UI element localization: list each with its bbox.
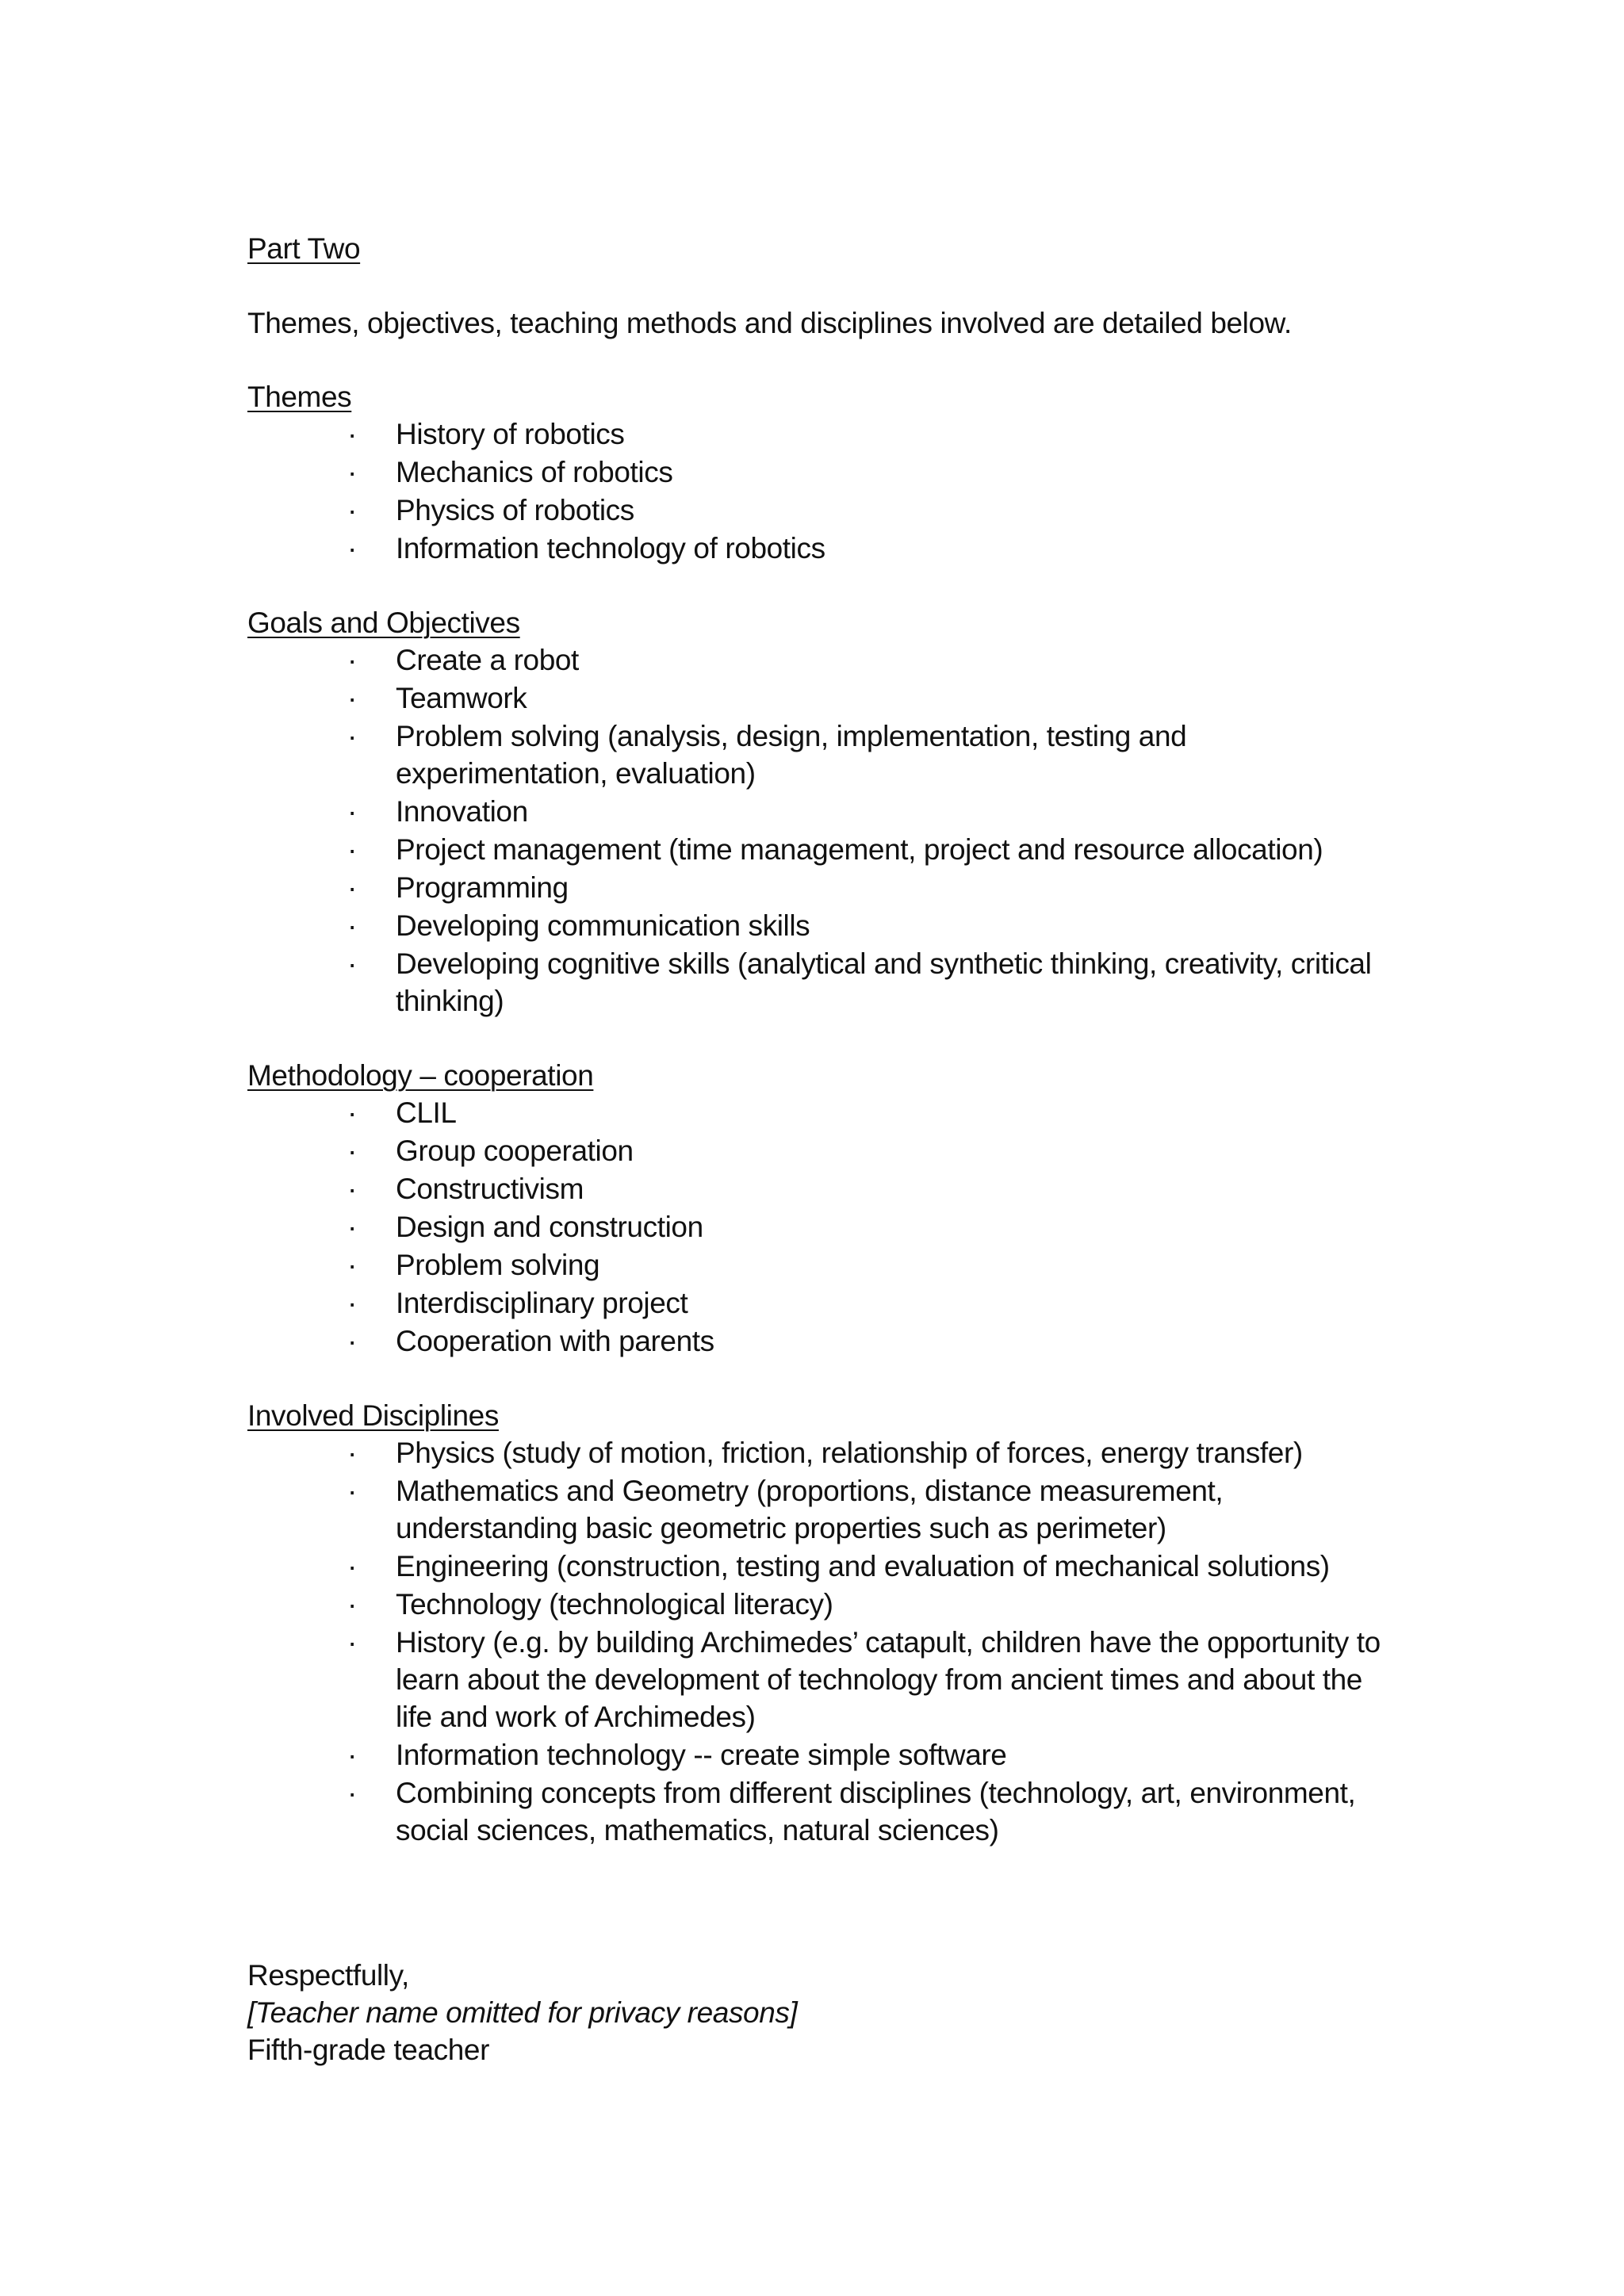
list-item bbox=[247, 453, 1391, 491]
list-item bbox=[247, 415, 1391, 453]
list-item-text: Technology (technological literacy) bbox=[396, 1588, 833, 1621]
list-item-text: Project management (time management, project and resource allocation) bbox=[396, 833, 1323, 866]
list-item-text: Cooperation with parents bbox=[396, 1325, 714, 1357]
list-item-text: Physics (study of motion, friction, relationship of forces, energy transfer) bbox=[396, 1437, 1303, 1469]
spacer bbox=[247, 1020, 1389, 1057]
spacer bbox=[247, 568, 1389, 604]
list-item bbox=[247, 1208, 1391, 1246]
list-item bbox=[247, 492, 1391, 529]
bullet-icon: · bbox=[347, 456, 357, 488]
bullet-icon: · bbox=[347, 682, 357, 714]
list-item-text: History (e.g. by building Archimedes’ catapult, children have the opportunity to learn about the development of technology from ancient times and about the life and work of Archimedes) bbox=[396, 1626, 1381, 1733]
bullet-list bbox=[247, 1094, 1389, 1360]
list-item bbox=[247, 679, 1391, 717]
bullet-list bbox=[247, 1434, 1389, 1849]
list-item bbox=[247, 530, 1391, 567]
section-heading: Themes bbox=[247, 381, 352, 413]
list-item-text: Developing communication skills bbox=[396, 909, 810, 942]
bullet-icon: · bbox=[347, 871, 357, 904]
list-item-text: Engineering (construction, testing and evaluation of mechanical solutions) bbox=[396, 1550, 1330, 1582]
list-item-text: Interdisciplinary project bbox=[396, 1287, 688, 1319]
bullet-icon: · bbox=[347, 1287, 357, 1319]
bullet-icon: · bbox=[347, 1325, 357, 1357]
list-item bbox=[247, 1246, 1391, 1284]
bullet-icon: · bbox=[347, 833, 357, 866]
bullet-icon: · bbox=[347, 1777, 357, 1809]
list-item bbox=[247, 1736, 1391, 1774]
list-item-text: Innovation bbox=[396, 795, 528, 828]
list-item-text: Mathematics and Geometry (proportions, distance measurement, understanding basic geometric properties such as perimeter) bbox=[396, 1475, 1224, 1544]
list-item bbox=[247, 718, 1391, 792]
closing-salutation: Respectfully, bbox=[247, 1959, 409, 1992]
list-item bbox=[247, 1774, 1391, 1849]
list-item bbox=[247, 1132, 1391, 1169]
bullet-icon: · bbox=[347, 1437, 357, 1469]
bullet-icon: · bbox=[347, 1739, 357, 1771]
closing-block bbox=[247, 1957, 1389, 2068]
list-item bbox=[247, 1284, 1391, 1322]
list-item-text: Group cooperation bbox=[396, 1135, 634, 1167]
list-item-text: Information technology -- create simple software bbox=[396, 1739, 1007, 1771]
bullet-list bbox=[247, 641, 1389, 1020]
bullet-icon: · bbox=[347, 532, 357, 564]
document-page bbox=[247, 230, 1389, 2068]
bullet-icon: · bbox=[347, 795, 357, 828]
list-item bbox=[247, 1322, 1391, 1360]
list-item-text: History of robotics bbox=[396, 418, 625, 450]
bullet-icon: · bbox=[347, 1096, 357, 1129]
list-item bbox=[247, 1548, 1391, 1585]
list-item bbox=[247, 1472, 1391, 1547]
list-item bbox=[247, 1624, 1391, 1735]
bullet-icon: · bbox=[347, 1249, 357, 1281]
section-heading: Involved Disciplines bbox=[247, 1399, 499, 1432]
bullet-icon: · bbox=[347, 1588, 357, 1621]
list-item bbox=[247, 1170, 1391, 1207]
bullet-icon: · bbox=[347, 947, 357, 980]
spacer bbox=[247, 267, 1389, 304]
bullet-icon: · bbox=[347, 1475, 357, 1507]
bullet-icon: · bbox=[347, 720, 357, 752]
bullet-icon: · bbox=[347, 418, 357, 450]
intro-paragraph: Themes, objectives, teaching methods and disciplines involved are detailed below. bbox=[247, 307, 1292, 339]
list-item-text: Teamwork bbox=[396, 682, 527, 714]
bullet-icon: · bbox=[347, 1135, 357, 1167]
list-item bbox=[247, 1586, 1391, 1623]
bullet-icon: · bbox=[347, 909, 357, 942]
list-item-text: Create a robot bbox=[396, 644, 579, 676]
bullet-icon: · bbox=[347, 644, 357, 676]
list-item bbox=[247, 907, 1391, 944]
list-item-text: Physics of robotics bbox=[396, 494, 634, 526]
list-item bbox=[247, 641, 1391, 679]
spacer bbox=[247, 1360, 1389, 1397]
section-methodology bbox=[247, 1057, 1389, 1360]
teacher-name: [Teacher name omitted for privacy reasons] bbox=[247, 1996, 798, 2029]
section-involved-disciplines bbox=[247, 1397, 1389, 1849]
bullet-icon: · bbox=[347, 1626, 357, 1659]
list-item-text: CLIL bbox=[396, 1096, 457, 1129]
list-item-text: Combining concepts from different disciplines (technology, art, environment, social sciences, mathematics, natural sciences) bbox=[396, 1777, 1356, 1846]
section-goals-objectives bbox=[247, 604, 1389, 1020]
bullet-icon: · bbox=[347, 494, 357, 526]
section-themes bbox=[247, 378, 1389, 567]
part-title: Part Two bbox=[247, 232, 361, 265]
list-item-text: Constructivism bbox=[396, 1173, 584, 1205]
list-item-text: Information technology of robotics bbox=[396, 532, 825, 564]
list-item bbox=[247, 1094, 1391, 1131]
bullet-icon: · bbox=[347, 1173, 357, 1205]
list-item-text: Programming bbox=[396, 871, 569, 904]
list-item-text: Design and construction bbox=[396, 1211, 703, 1243]
spacer bbox=[247, 342, 1389, 378]
list-item-text: Mechanics of robotics bbox=[396, 456, 673, 488]
list-item bbox=[247, 831, 1391, 868]
list-item bbox=[247, 793, 1391, 830]
bullet-icon: · bbox=[347, 1550, 357, 1582]
list-item-text: Problem solving (analysis, design, implementation, testing and experimentation, evaluation) bbox=[396, 720, 1187, 790]
spacer bbox=[247, 1850, 1389, 1957]
list-item bbox=[247, 945, 1391, 1020]
list-item bbox=[247, 869, 1391, 906]
section-heading: Goals and Objectives bbox=[247, 607, 520, 639]
list-item-text: Problem solving bbox=[396, 1249, 600, 1281]
list-item-text: Developing cognitive skills (analytical and synthetic thinking, creativity, critical thinking) bbox=[396, 947, 1372, 1017]
teacher-role: Fifth-grade teacher bbox=[247, 2034, 490, 2066]
section-heading: Methodology – cooperation bbox=[247, 1059, 594, 1092]
bullet-icon: · bbox=[347, 1211, 357, 1243]
bullet-list bbox=[247, 415, 1389, 567]
list-item bbox=[247, 1434, 1391, 1471]
